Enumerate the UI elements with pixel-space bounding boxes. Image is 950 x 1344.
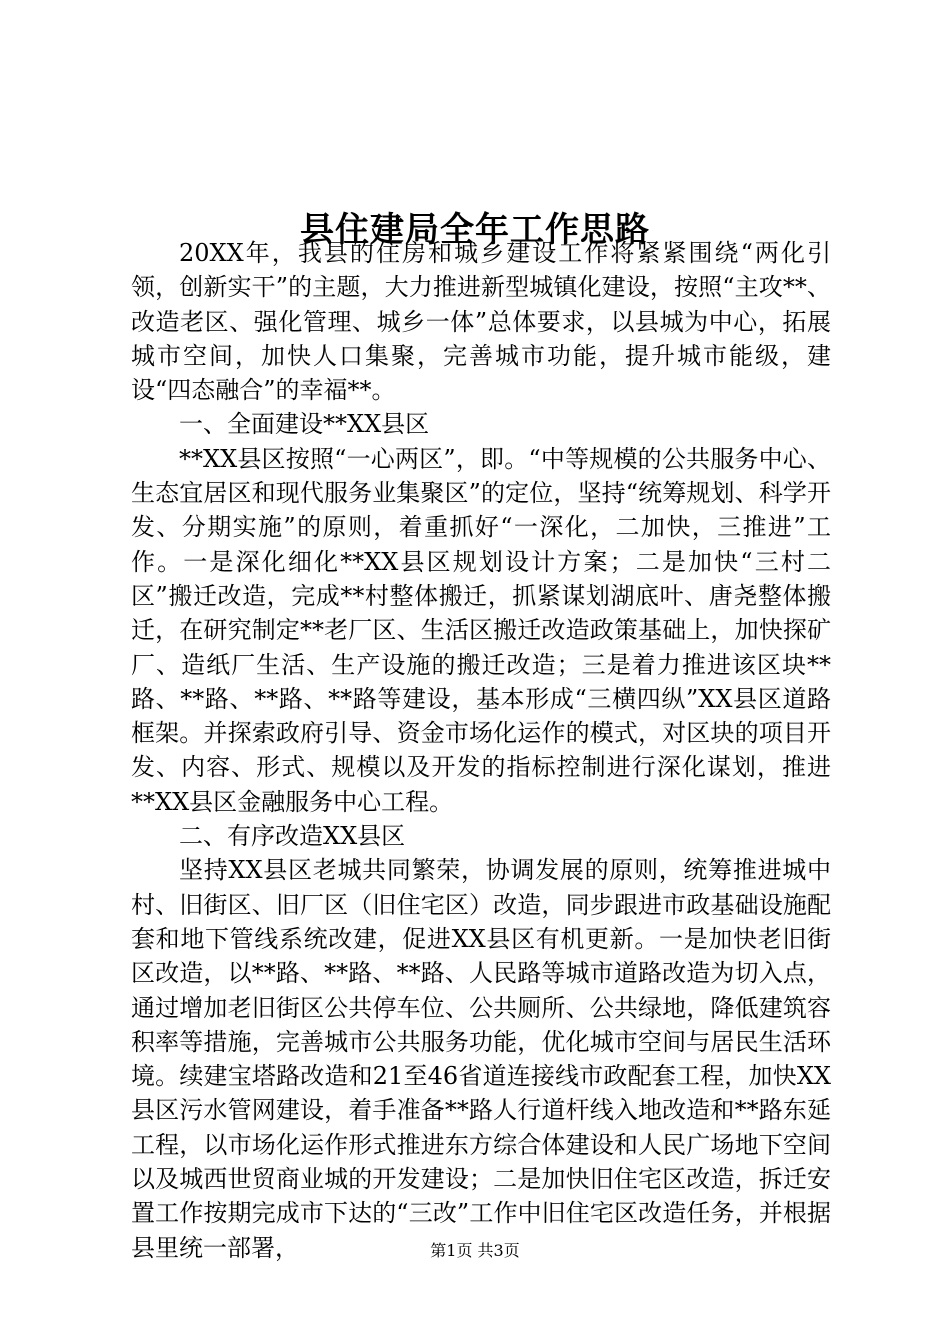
page-footer: 第1页 共3页 (430, 1241, 520, 1260)
paragraph-section-1: **XX县区按照“一心两区”，即。“中等规模的公共服务中心、生态宜居区和现代服务业集聚区”的定位，坚持“统筹规划、科学开发、分期实施”的原则，着重抓好“一深化，二加快，三推进”工作。一是深化细化**XX县区规划设计方案；二是加快“三村二区”搬迁改造，完成**村整体搬迁，抓紧谋划湖底叶、唐尧整体搬迁，在研究制定**老厂区、生活区搬迁改造政策基础上，加快探矿厂、造纸厂生活、生产设施的搬迁改造；三是着力推进该区块**路、**路、**路、**路等建设，基本形成“三横四纵”XX县区道路框架。并探索政府引导、资金市场化运作的模式，对区块的项目开发、内容、形式、规模以及开发的指标控制进行深化谋划，推进**XX县区金融服务中心工程。 (131, 444, 831, 816)
document-title: 县住建局全年工作思路 (300, 209, 650, 250)
section-heading-1: 一、全面建设**XX县区 (179, 410, 430, 439)
section-heading-2: 二、有序改造XX县区 (179, 822, 406, 851)
paragraph-section-2: 坚持XX县区老城共同繁荣，协调发展的原则，统筹推进城中村、旧街区、旧厂区（旧住宅区）改造，同步跟进市政基础设施配套和地下管线系统改建，促进XX县区有机更新。一是加快老旧街区改造，以**路、**路、**路、人民路等城市道路改造为切入点，通过增加老旧街区公共停车位、公共厕所、公共绿地，降低建筑容积率等措施，完善城市公共服务功能，优化城市空间与居民生活环境。续建宝塔路改造和21至46省道连接线市政配套工程，加快XX县区污水管网建设，着手准备**路人行道杆线入地改造和**路东延工程，以市场化运作形式推进东方综合体建设和人民广场地下空间以及城西世贸商业城的开发建设；二是加快旧住宅区改造，拆迁安置工作按期完成市下达的“三改”工作中旧住宅区改造任务，并根据县里统一部署， (131, 856, 831, 1262)
document-body (131, 236, 831, 1265)
paragraph-intro: 20XX年，我县的住房和城乡建设工作将紧紧围绕“两化引领，创新实干”的主题，大力推进新型城镇化建设，按照“主攻**、改造老区、强化管理、城乡一体”总体要求，以县城为中心，拓展城市空间，加快人口集聚，完善城市功能，提升城市能级，建设“四态融合”的幸福**。 (131, 239, 831, 405)
